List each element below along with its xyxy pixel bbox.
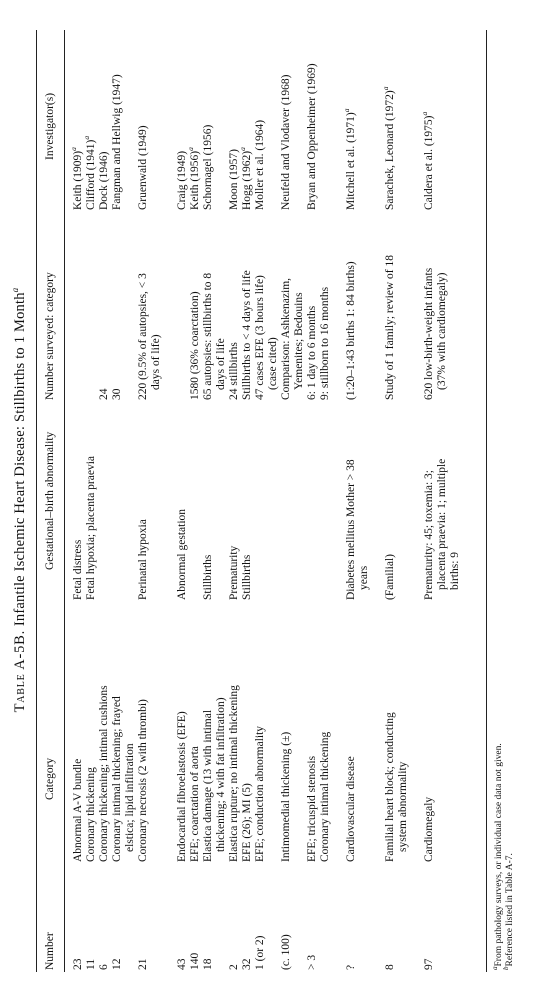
row-surveyed: Comparison: Ashkenazim, bbox=[280, 277, 292, 400]
row-gestational: births: 9 bbox=[449, 551, 461, 590]
row-category: EFE (26); MI (5) bbox=[241, 783, 253, 862]
row-gestational: Prematurity: 45; toxemia: 3; bbox=[423, 470, 435, 600]
row-gestational: Fetal distress bbox=[72, 539, 84, 600]
row-gestational: Fetal hypoxia; placenta praevia bbox=[85, 455, 97, 600]
row-surveyed: Stillbirths to < 4 days of life bbox=[241, 270, 253, 400]
row-number: 18 bbox=[202, 958, 214, 970]
investigator-footnote-mark: a bbox=[82, 135, 92, 140]
row-category: Elastica damage (13 with intimal bbox=[202, 709, 214, 862]
row-category: Intimomedial thickening (±) bbox=[280, 731, 292, 862]
row-investigator: Keith $(1909)^a$ bbox=[69, 147, 84, 210]
row-category: Coronary intimal thickening bbox=[319, 731, 331, 862]
row-number: 43 bbox=[176, 958, 188, 970]
bottom-rule bbox=[486, 30, 487, 972]
row-surveyed: 65 autopsies: stillbirths to 8 bbox=[202, 272, 214, 400]
row-gestational: Stillbirths bbox=[202, 554, 214, 600]
title-footnote-mark: a bbox=[10, 287, 20, 293]
row-number: 32 bbox=[241, 958, 253, 970]
investigator-footnote-mark: a bbox=[186, 147, 196, 151]
row-surveyed: 620 low-birth-weight infants bbox=[423, 267, 435, 400]
footnote-b: $^b$Reference listed in Table A-7. bbox=[501, 853, 515, 970]
row-investigator: Fangman and Hellwig (1947) bbox=[111, 74, 123, 210]
row-category: Coronary necrosis (2 with thrombi) bbox=[137, 699, 149, 862]
row-category: EFE; coarctation of aorta bbox=[189, 746, 201, 862]
row-surveyed: 24 bbox=[98, 388, 110, 400]
row-gestational: Stillbirths bbox=[241, 554, 253, 600]
row-investigator: Hogg $(1962)^a$ bbox=[238, 147, 253, 210]
row-gestational: years bbox=[358, 565, 370, 590]
row-investigator: Moller et al. (1964) bbox=[254, 119, 266, 210]
row-category: EFE; conduction abnormality bbox=[254, 725, 266, 862]
row-investigator: Schornagel (1956) bbox=[202, 124, 214, 210]
header-number: Number bbox=[44, 932, 56, 970]
row-surveyed: 9: stillborn to 16 months bbox=[319, 286, 331, 400]
investigator-footnote-mark: a bbox=[69, 147, 79, 151]
row-gestational: Prematurity bbox=[228, 545, 240, 600]
row-investigator: Clifford $(1941)^a$ bbox=[82, 135, 97, 210]
row-surveyed: 1580 (36% coarctation) bbox=[189, 291, 201, 400]
header-gestational: Gestational–birth abnormality bbox=[44, 431, 56, 570]
row-category: elstica; lipid infiltration bbox=[124, 743, 136, 852]
row-category: system abnormality bbox=[397, 761, 409, 852]
investigator-footnote-mark: a bbox=[238, 147, 248, 151]
row-surveyed: 220 (9.5% of autopsies, < 3 bbox=[137, 273, 149, 400]
row-surveyed: (case cited) bbox=[267, 337, 279, 390]
investigator-footnote-mark: a bbox=[342, 108, 352, 113]
row-surveyed: Yemenites; Bedouins bbox=[293, 292, 305, 390]
row-gestational: placenta praevia: 1; multiple bbox=[436, 458, 448, 590]
row-surveyed: 6: 1 day to 6 months bbox=[306, 305, 318, 400]
row-investigator: Gruenwald (1949) bbox=[137, 125, 149, 210]
row-investigator: Sarachek, Leonard $(1972)^a$ bbox=[381, 86, 396, 210]
row-number: 2 bbox=[228, 964, 240, 970]
row-number: 11 bbox=[85, 958, 97, 970]
row-category: Abnormal A-V bundle bbox=[72, 758, 84, 862]
row-category: Cardiomegaly bbox=[423, 796, 435, 862]
row-investigator: Mitchell et al. $(1971)^a$ bbox=[342, 108, 357, 210]
row-number: 140 bbox=[189, 952, 201, 970]
row-surveyed: 47 cases EFE (3 hours life) bbox=[254, 275, 266, 400]
row-number: 23 bbox=[72, 958, 84, 970]
row-investigator: Neufeld and Vlodaver (1968) bbox=[280, 74, 292, 210]
row-number: 21 bbox=[137, 958, 149, 970]
row-surveyed: days of life) bbox=[150, 334, 162, 390]
row-investigator: Dock (1946) bbox=[98, 151, 110, 210]
row-category: Familial heart block; conducting bbox=[384, 712, 396, 862]
table-title-text: Infantile Ischemic Heart Disease: Stillbirths to 1 Month bbox=[11, 292, 28, 627]
row-number: > 3 bbox=[306, 954, 318, 970]
table-title bbox=[10, 0, 29, 1000]
row-gestational: Abnormal gestation bbox=[176, 508, 188, 600]
row-category: thickening; 4 with fat infiltration) bbox=[215, 697, 227, 852]
header-surveyed: Number surveyed: category bbox=[44, 272, 56, 400]
row-gestational: (Familial) bbox=[384, 554, 396, 600]
row-surveyed: days of life bbox=[215, 338, 227, 390]
row-category: Coronary thickening; intimal cushions bbox=[98, 685, 110, 862]
row-category: EFE; tricuspid stenosis bbox=[306, 755, 318, 862]
row-number: 8 bbox=[384, 964, 396, 970]
row-gestational: Diabetes mellitus Mother > 38 bbox=[345, 459, 357, 600]
row-number: ? bbox=[345, 964, 357, 970]
row-investigator: Moon (1957) bbox=[228, 148, 240, 210]
investigator-footnote-mark: a bbox=[381, 86, 391, 91]
row-number: (c. 100) bbox=[280, 934, 292, 970]
header-rule bbox=[64, 30, 65, 972]
row-category: Coronary intimal thickening; frayed bbox=[111, 696, 123, 862]
header-category: Category bbox=[44, 757, 56, 800]
table-label: Table A-5B. bbox=[11, 629, 28, 713]
row-surveyed: Study of 1 family; review of 18 bbox=[384, 254, 396, 400]
row-category: Coronary thickening bbox=[85, 767, 97, 862]
row-investigator: Caldera et al. $(1975)^a$ bbox=[420, 111, 435, 210]
row-surveyed: (37% with cardiomegaly) bbox=[436, 272, 448, 390]
row-category: Elastica rupture; no intimal thickening bbox=[228, 685, 240, 862]
row-surveyed: (1:20–1:43 births 1: 84 births) bbox=[345, 261, 357, 400]
row-number: 1 (or 2) bbox=[254, 935, 266, 970]
row-number: 6 bbox=[98, 964, 110, 970]
row-category: Endocardial fibroelastosis (EFE) bbox=[176, 711, 188, 862]
row-investigator: Keith $(1956)^a$ bbox=[186, 147, 201, 210]
row-number: 12 bbox=[111, 958, 123, 970]
footnote-a: $^a$From pathology surveys, or individual case data not given. bbox=[490, 743, 504, 970]
row-investigator: Bryan and Oppenheimer (1969) bbox=[306, 63, 318, 210]
row-surveyed: 24 stillbirths bbox=[228, 342, 240, 400]
row-investigator: Craig (1949) bbox=[176, 150, 188, 210]
row-surveyed: 30 bbox=[111, 388, 123, 400]
row-number: 97 bbox=[423, 958, 435, 970]
top-rule bbox=[36, 30, 37, 972]
row-category: Cardiovascular disease bbox=[345, 756, 357, 862]
row-gestational: Perinatal hypoxia bbox=[137, 519, 149, 600]
investigator-footnote-mark: a bbox=[420, 111, 430, 116]
header-investigators: Investigator(s) bbox=[44, 92, 56, 160]
